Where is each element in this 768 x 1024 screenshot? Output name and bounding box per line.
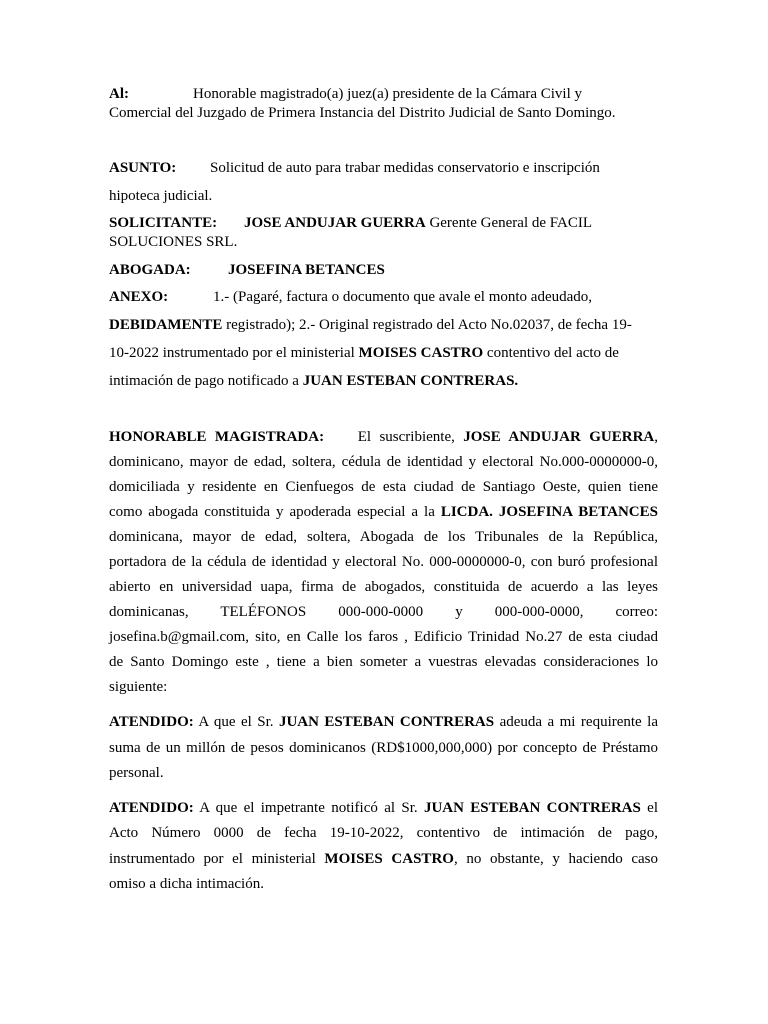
al-text-2: Comercial del Juzgado de Primera Instancia del Distrito Judicial de Santo Domingo.: [109, 105, 616, 121]
atendido1-line-3: [109, 764, 164, 783]
honorable-line-11: [109, 678, 167, 697]
anexo-bold-3: MOISES CASTRO: [358, 345, 484, 361]
atendido2-line-2: [109, 824, 658, 843]
honorable-line-10: [109, 653, 658, 672]
honorable-text-7: abierto en universidad uapa, firma de abogados, constituida de acuerdo a las leyes: [109, 579, 658, 595]
atendido2-text-1a: A que el impetrante notificó al Sr.: [193, 800, 424, 816]
atendido2-text-3a: instrumentado por el ministerial: [109, 851, 325, 867]
abogada-name: JOSEFINA BETANCES: [228, 262, 385, 278]
atendido1-text-3: personal.: [109, 765, 164, 781]
asunto-line-1: [109, 159, 600, 178]
anexo-bold-2: DEBIDAMENTE: [109, 317, 223, 333]
anexo-text-3b: contentivo del acto de: [483, 345, 619, 361]
anexo-text-1: 1.- (Pagaré, factura o documento que avale el monto adeudado,: [213, 289, 593, 305]
atendido1-text-1a: A que el Sr.: [193, 714, 279, 730]
al-label: Al:: [109, 86, 129, 102]
atendido2-line-4: [109, 875, 264, 894]
honorable-bold-1: JOSE ANDUJAR GUERRA: [463, 429, 655, 445]
al-line-1: [109, 85, 582, 104]
honorable-text-8: dominicanas, TELÉFONOS 000-000-0000 y 000-000-0000, correo:: [109, 604, 658, 620]
anexo-line-4: [109, 372, 518, 391]
honorable-text-5: dominicana, mayor de edad, soltera, Abogada de los Tribunales de la República,: [109, 529, 658, 545]
honorable-text-6: portadora de la cédula de identidad y electoral No. 000-0000000-0, con buró profesional: [109, 554, 658, 570]
honorable-text-2: dominicano, mayor de edad, soltera, cédula de identidad y electoral No.000-0000000-0,: [109, 454, 658, 470]
asunto-label: ASUNTO:: [109, 160, 177, 176]
atendido2-line-1: [109, 799, 658, 818]
atendido1-line-1: [109, 713, 658, 732]
honorable-text-1b: ,: [654, 429, 659, 445]
atendido2-line-3: [109, 850, 658, 869]
honorable-line-9: [109, 628, 658, 647]
anexo-text-3a: 10-2022 instrumentado por el ministerial: [109, 345, 359, 361]
abogada-line: [109, 261, 385, 280]
honorable-line-6: [109, 553, 658, 572]
asunto-text-2: hipoteca judicial.: [109, 188, 213, 204]
honorable-text-9: josefina.b@gmail.com, sito, en Calle los faros , Edificio Trinidad No.27 de esta ciudad: [109, 629, 658, 645]
al-line-2: [109, 104, 616, 123]
atendido1-line-2: [109, 739, 658, 758]
solicitante-text-1: Gerente General de FACIL: [425, 215, 593, 231]
atendido1-text-2: suma de un millón de pesos dominicanos (RD$1000,000,000) por concepto de Préstamo: [109, 740, 658, 756]
honorable-heading: HONORABLE MAGISTRADA:: [109, 429, 325, 445]
atendido2-text-3b: , no obstante, y haciendo caso: [453, 851, 659, 867]
honorable-line-5: [109, 528, 658, 547]
anexo-label: ANEXO:: [109, 289, 169, 305]
atendido2-text-1b: el: [640, 800, 658, 816]
atendido1-text-1b: adeuda a mi requirente la: [494, 714, 659, 730]
atendido2-label: ATENDIDO:: [109, 800, 194, 816]
anexo-line-1: [109, 288, 592, 307]
honorable-bold-4: LICDA. JOSEFINA BETANCES: [440, 504, 658, 520]
honorable-text-1a: El suscribiente,: [357, 429, 464, 445]
abogada-label: ABOGADA:: [109, 262, 191, 278]
anexo-line-3: [109, 344, 619, 363]
honorable-line-7: [109, 578, 658, 597]
honorable-line-8: [109, 603, 658, 622]
atendido2-bold-1: JUAN ESTEBAN CONTRERAS: [423, 800, 641, 816]
solicitante-line-2: [109, 233, 237, 252]
honorable-text-11: siguiente:: [109, 679, 168, 695]
anexo-text-2: registrado); 2.- Original registrado del Acto No.02037, de fecha 19-: [222, 317, 632, 333]
atendido1-bold-1: JUAN ESTEBAN CONTRERAS: [278, 714, 495, 730]
honorable-line-1: [109, 428, 658, 447]
asunto-line-2: [109, 187, 212, 206]
solicitante-text-2: SOLUCIONES SRL.: [109, 234, 238, 250]
honorable-text-4a: como abogada constituida y apoderada especial a la: [109, 504, 441, 520]
honorable-line-4: [109, 503, 658, 522]
anexo-line-2: [109, 316, 632, 335]
honorable-line-3: [109, 478, 658, 497]
honorable-text-3: domiciliada y residente en Cienfuegos de esta ciudad de Santiago Oeste, quien tiene: [109, 479, 658, 495]
honorable-text-10: de Santo Domingo este , tiene a bien someter a vuestras elevadas consideraciones lo: [109, 654, 658, 670]
anexo-bold-4: JUAN ESTEBAN CONTRERAS.: [302, 373, 519, 389]
atendido2-text-4: omiso a dicha intimación.: [109, 876, 264, 892]
al-text-1: Honorable magistrado(a) juez(a) presidente de la Cámara Civil y: [193, 86, 583, 102]
solicitante-label: SOLICITANTE:: [109, 215, 218, 231]
solicitante-name: JOSE ANDUJAR GUERRA: [244, 215, 426, 231]
anexo-text-4a: intimación de pago notificado a: [109, 373, 303, 389]
atendido2-text-2: Acto Número 0000 de fecha 19-10-2022, contentivo de intimación de pago,: [109, 825, 658, 841]
asunto-text-1: Solicitud de auto para trabar medidas conservatorio e inscripción: [210, 160, 600, 176]
atendido2-bold-3: MOISES CASTRO: [324, 851, 454, 867]
solicitante-line-1: [109, 214, 592, 233]
atendido1-label: ATENDIDO:: [109, 714, 194, 730]
honorable-line-2: [109, 453, 658, 472]
